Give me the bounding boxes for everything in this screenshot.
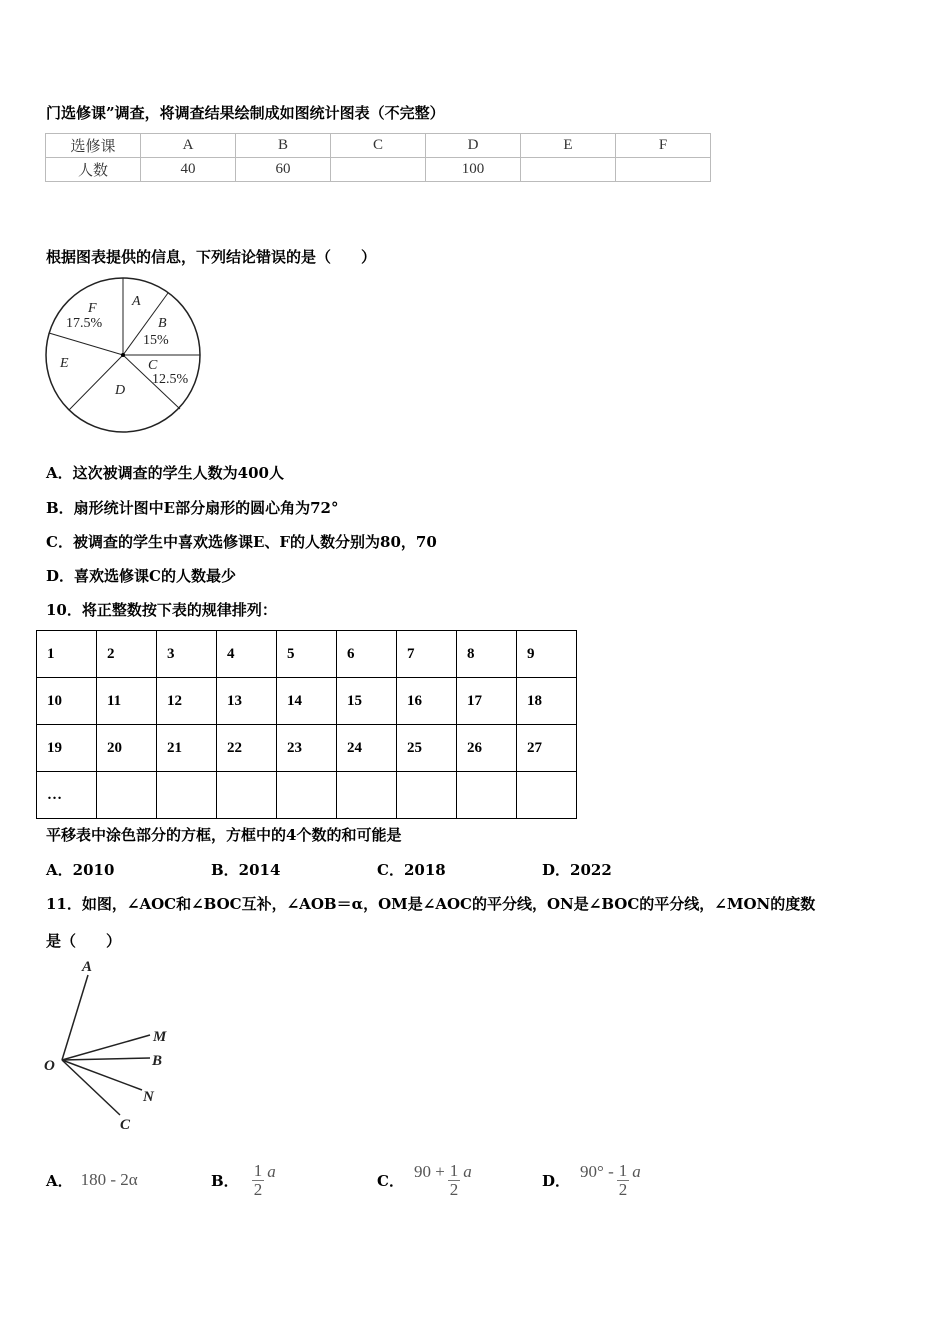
grid-cell: 5 bbox=[277, 631, 337, 678]
q11-option-c-fraction bbox=[448, 1162, 461, 1199]
count-b: 60 bbox=[236, 158, 331, 182]
frac-d-den: 2 bbox=[618, 1179, 628, 1199]
q11-option-a[interactable] bbox=[46, 1150, 138, 1210]
pie-label-d: D bbox=[115, 383, 126, 398]
count-e bbox=[521, 158, 616, 182]
q10-option-a[interactable]: A．2010 bbox=[46, 861, 115, 879]
grid-cell: 25 bbox=[397, 725, 457, 772]
pie-label-c: C bbox=[148, 358, 158, 373]
ray-om bbox=[62, 1035, 150, 1060]
grid-cell: 8 bbox=[457, 631, 517, 678]
grid-cell: 2 bbox=[97, 631, 157, 678]
grid-cell: 13 bbox=[217, 678, 277, 725]
grid-cell bbox=[517, 772, 577, 819]
survey-header-row bbox=[46, 134, 711, 158]
grid-cell: 3 bbox=[157, 631, 217, 678]
grid-cell: 24 bbox=[337, 725, 397, 772]
count-f bbox=[616, 158, 711, 182]
survey-count-row bbox=[46, 158, 711, 182]
q9-option-c[interactable]: C．被调查的学生中喜欢选修课E、F的人数分别为80，70 bbox=[46, 533, 437, 551]
grid-cell: 19 bbox=[37, 725, 97, 772]
q11-option-d-letter: D． bbox=[542, 1171, 571, 1190]
grid-row bbox=[37, 678, 577, 725]
grid-cell: 21 bbox=[157, 725, 217, 772]
course-e: E bbox=[521, 134, 616, 158]
ray-ob bbox=[62, 1058, 150, 1060]
q11-stem-line1: 11．如图，∠AOC和∠BOC互补，∠AOB＝α，OM是∠AOC的平分线，ON是∠BOC的平分线，∠MON的度数 bbox=[46, 895, 816, 913]
grid-row bbox=[37, 772, 577, 819]
grid-cell: 27 bbox=[517, 725, 577, 772]
pie-pct-b: 15% bbox=[143, 333, 169, 348]
grid-cell: 7 bbox=[397, 631, 457, 678]
grid-cell: 9 bbox=[517, 631, 577, 678]
q11-option-a-expr: 180 - 2α bbox=[80, 1170, 138, 1189]
frac-c-var: a bbox=[463, 1161, 472, 1181]
grid-cell: 23 bbox=[277, 725, 337, 772]
q11-option-c-letter: C． bbox=[377, 1171, 404, 1190]
grid-cell: 1 bbox=[37, 631, 97, 678]
frac-b-var: a bbox=[267, 1161, 276, 1181]
grid-cell bbox=[397, 772, 457, 819]
grid-cell: 6 bbox=[337, 631, 397, 678]
count-a: 40 bbox=[141, 158, 236, 182]
grid-cell: 16 bbox=[397, 678, 457, 725]
grid-cell: 15 bbox=[337, 678, 397, 725]
grid-row bbox=[37, 725, 577, 772]
pie-label-f: F bbox=[88, 301, 97, 316]
opt-d-prefix: 90° - bbox=[580, 1161, 614, 1181]
ray-on bbox=[62, 1060, 142, 1090]
grid-cell bbox=[97, 772, 157, 819]
q10-option-d[interactable]: D．2022 bbox=[542, 861, 612, 879]
frac-d-var: a bbox=[632, 1161, 641, 1181]
grid-cell bbox=[457, 772, 517, 819]
grid-cell: 20 bbox=[97, 725, 157, 772]
course-a: A bbox=[141, 134, 236, 158]
angle-figure bbox=[40, 955, 190, 1140]
grid-cell: 12 bbox=[157, 678, 217, 725]
pie-pct-c: 12.5% bbox=[152, 372, 189, 387]
pie-label-e: E bbox=[60, 356, 69, 371]
q11-option-b-fraction bbox=[252, 1162, 265, 1199]
row-header-count: 人数 bbox=[46, 158, 141, 182]
q10-option-c[interactable]: C．2018 bbox=[377, 861, 446, 879]
frac-b-num: 1 bbox=[253, 1160, 263, 1180]
grid-cell: 14 bbox=[277, 678, 337, 725]
ray-oc bbox=[62, 1060, 120, 1115]
count-c bbox=[331, 158, 426, 182]
q11-stem-line2: 是（ ） bbox=[46, 932, 122, 950]
course-c: C bbox=[331, 134, 426, 158]
grid-cell: 18 bbox=[517, 678, 577, 725]
survey-table bbox=[45, 133, 711, 182]
pie-label-b: B bbox=[158, 316, 167, 331]
q10-question: 平移表中涂色部分的方框，方框中的4个数的和可能是 bbox=[46, 826, 402, 844]
fig-label-c: C bbox=[120, 1117, 131, 1133]
fig-label-m: M bbox=[153, 1029, 167, 1045]
pie-center bbox=[121, 353, 125, 357]
grid-row bbox=[37, 631, 577, 678]
frac-c-num: 1 bbox=[449, 1160, 459, 1180]
q10-stem: 10．将正整数按下表的规律排列： bbox=[46, 601, 277, 619]
intro-text: 门选修课”调查，将调查结果绘制成如图统计图表（不完整） bbox=[46, 104, 445, 122]
count-d: 100 bbox=[426, 158, 521, 182]
q11-option-a-letter: A． bbox=[46, 1171, 73, 1190]
grid-cell bbox=[217, 772, 277, 819]
grid-cell: 11 bbox=[97, 678, 157, 725]
q11-option-c[interactable] bbox=[377, 1150, 472, 1210]
grid-cell: 22 bbox=[217, 725, 277, 772]
fig-label-a: A bbox=[82, 959, 93, 975]
frac-c-den: 2 bbox=[449, 1179, 459, 1199]
grid-cell: … bbox=[37, 772, 97, 819]
ray-oa bbox=[62, 975, 88, 1060]
fig-label-o: O bbox=[44, 1058, 55, 1074]
q9-option-a[interactable]: A．这次被调查的学生人数为400人 bbox=[46, 464, 284, 482]
course-b: B bbox=[236, 134, 331, 158]
row-header-course: 选修课 bbox=[46, 134, 141, 158]
grid-cell: 17 bbox=[457, 678, 517, 725]
q9-option-d[interactable]: D．喜欢选修课C的人数最少 bbox=[46, 567, 236, 585]
grid-cell: 4 bbox=[217, 631, 277, 678]
pie-divider-f bbox=[49, 333, 123, 355]
grid-cell bbox=[157, 772, 217, 819]
grid-cell: 26 bbox=[457, 725, 517, 772]
opt-c-prefix: 90 + bbox=[413, 1161, 445, 1181]
grid-cell: 10 bbox=[37, 678, 97, 725]
grid-cell bbox=[277, 772, 337, 819]
q11-option-d[interactable] bbox=[542, 1150, 641, 1210]
pie-label-a: A bbox=[132, 294, 141, 309]
pie-chart-figure bbox=[40, 275, 210, 440]
fig-label-b: B bbox=[152, 1053, 163, 1069]
number-grid-table bbox=[36, 630, 577, 819]
grid-cell bbox=[337, 772, 397, 819]
course-d: D bbox=[426, 134, 521, 158]
q11-option-b-letter: B． bbox=[211, 1171, 239, 1190]
pie-pct-f: 17.5% bbox=[66, 316, 103, 331]
q10-option-b[interactable]: B．2014 bbox=[211, 861, 281, 879]
fig-label-n: N bbox=[143, 1089, 154, 1105]
frac-d-num: 1 bbox=[618, 1160, 628, 1180]
course-f: F bbox=[616, 134, 711, 158]
frac-b-den: 2 bbox=[253, 1179, 263, 1199]
q9-stem: 根据图表提供的信息，下列结论错误的是（ ） bbox=[46, 248, 377, 266]
q11-option-d-fraction bbox=[617, 1162, 630, 1199]
q11-option-b[interactable] bbox=[211, 1150, 276, 1210]
q9-option-b[interactable]: B．扇形统计图中E部分扇形的圆心角为72° bbox=[46, 499, 339, 517]
